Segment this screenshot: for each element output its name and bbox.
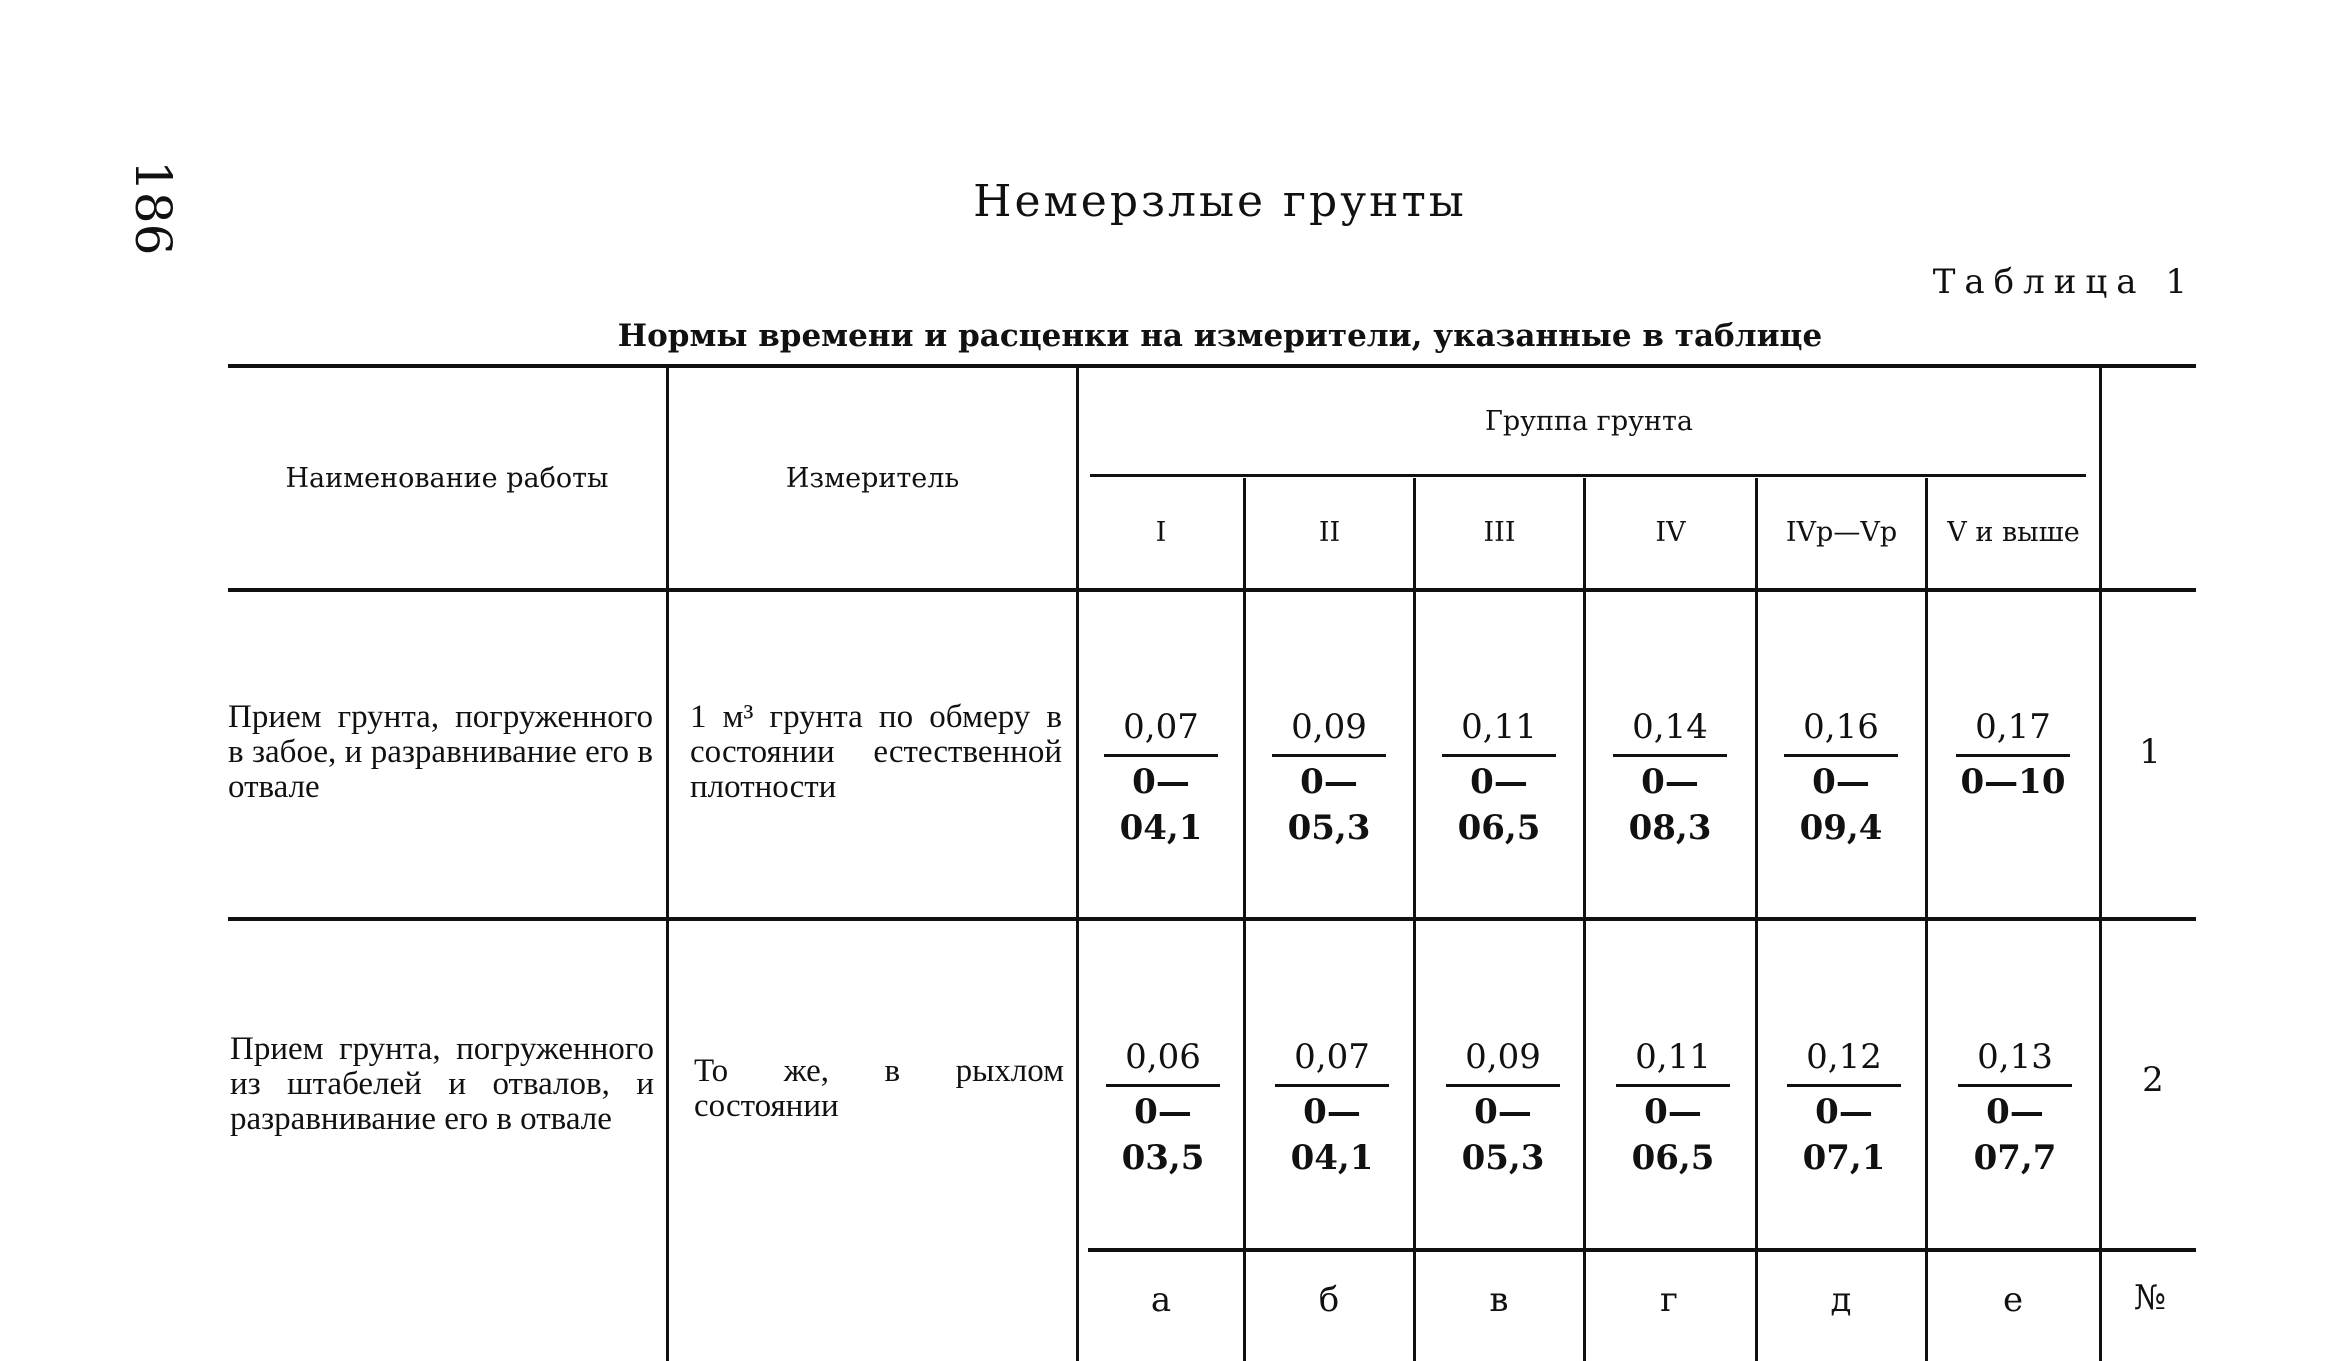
row1-price-f: 0—10 xyxy=(1960,762,2066,802)
row1-price-c: 0—06,5 xyxy=(1457,762,1541,848)
row1-norm-c: 0,11 xyxy=(1442,704,1556,757)
row2-price-f: 0—07,7 xyxy=(1973,1092,2057,1178)
column-key-d: г xyxy=(1660,1280,1678,1320)
row1-measure: 1 м³ грунта по обмеру в состоянии естественной плотности xyxy=(690,699,1062,805)
header-group-ivr-vr: IVр—Vр xyxy=(1785,517,1898,548)
row1-value-d xyxy=(1605,704,1735,851)
rule-v-number xyxy=(2099,368,2102,1361)
row2-value-b xyxy=(1267,1034,1397,1181)
row2-value-d xyxy=(1608,1034,1738,1181)
row1-norm-b: 0,09 xyxy=(1272,704,1386,757)
row1-price-b: 0—05,3 xyxy=(1287,762,1371,848)
rule-header-bottom xyxy=(228,588,2196,592)
row2-price-e: 0—07,1 xyxy=(1802,1092,1886,1178)
header-group-i: I xyxy=(1155,517,1167,548)
row1-price-d: 0—08,3 xyxy=(1628,762,1712,848)
table-label: Таблица 1 xyxy=(1932,262,2196,302)
column-key-c: в xyxy=(1489,1280,1509,1320)
header-work: Наименование работы xyxy=(285,462,609,494)
row2-norm-f: 0,13 xyxy=(1958,1034,2072,1087)
row1-number: 1 xyxy=(2139,732,2161,772)
row1-norm-a: 0,07 xyxy=(1104,704,1218,757)
header-group-ii: II xyxy=(1318,517,1341,548)
row1-norm-e: 0,16 xyxy=(1784,704,1898,757)
header-group-iii: III xyxy=(1483,517,1516,548)
row1-norm-d: 0,14 xyxy=(1613,704,1727,757)
row1-norm-f: 0,17 xyxy=(1956,704,2070,757)
rule-v-g3 xyxy=(1583,478,1586,1361)
row2-price-b: 0—04,1 xyxy=(1290,1092,1374,1178)
rule-v-g5 xyxy=(1925,478,1928,1361)
row2-price-a: 0—03,5 xyxy=(1121,1092,1205,1178)
row2-work: Прием грунта, погруженного из штабелей и отвалов, и разравнивание его в отвале xyxy=(230,1031,654,1137)
rule-v-g2 xyxy=(1413,478,1416,1361)
header-group: Группа грунта xyxy=(1484,405,1694,437)
rule-row-sep xyxy=(228,917,2196,921)
row2-value-a xyxy=(1098,1034,1228,1181)
row1-work: Прием грунта, погруженного в забое, и разравнивание его в отвале xyxy=(228,699,653,805)
column-key-e: д xyxy=(1830,1280,1852,1320)
row1-price-a: 0—04,1 xyxy=(1119,762,1203,848)
column-key-f: е xyxy=(2002,1280,2024,1320)
row2-value-c xyxy=(1438,1034,1568,1181)
rule-key-top xyxy=(1088,1248,2196,1252)
row2-norm-b: 0,07 xyxy=(1275,1034,1389,1087)
row1-price-e: 0—09,4 xyxy=(1799,762,1883,848)
row1-value-c xyxy=(1434,704,1564,851)
row2-value-f xyxy=(1950,1034,2080,1181)
row1-value-b xyxy=(1264,704,1394,851)
row2-price-c: 0—05,3 xyxy=(1461,1092,1545,1178)
table-caption: Нормы времени и расценки на измерители, указанные в таблице xyxy=(617,318,1823,354)
number-sign: № xyxy=(2133,1278,2167,1318)
header-group-iv: IV xyxy=(1655,517,1686,548)
section-title: Немерзлые грунты xyxy=(973,176,1467,227)
row1-value-e xyxy=(1776,704,1906,851)
row2-norm-c: 0,09 xyxy=(1446,1034,1560,1087)
row2-price-d: 0—06,5 xyxy=(1631,1092,1715,1178)
row2-norm-e: 0,12 xyxy=(1787,1034,1901,1087)
header-measure: Измеритель xyxy=(785,462,960,494)
row1-value-a xyxy=(1096,704,1226,851)
column-key-b: б xyxy=(1318,1280,1340,1320)
page-number: 186 xyxy=(124,160,182,256)
row2-number: 2 xyxy=(2142,1060,2164,1100)
row2-measure: То же, в рыхлом состоянии xyxy=(694,1053,1064,1124)
column-key-a: а xyxy=(1150,1280,1172,1320)
header-group-v-up: V и выше xyxy=(1947,517,2080,548)
rule-v-g1 xyxy=(1243,478,1246,1361)
row2-value-e xyxy=(1779,1034,1909,1181)
row2-norm-a: 0,06 xyxy=(1106,1034,1220,1087)
rule-v-g4 xyxy=(1755,478,1758,1361)
norms-table xyxy=(228,364,2196,1361)
row1-value-f xyxy=(1948,704,2078,805)
row2-norm-d: 0,11 xyxy=(1616,1034,1730,1087)
